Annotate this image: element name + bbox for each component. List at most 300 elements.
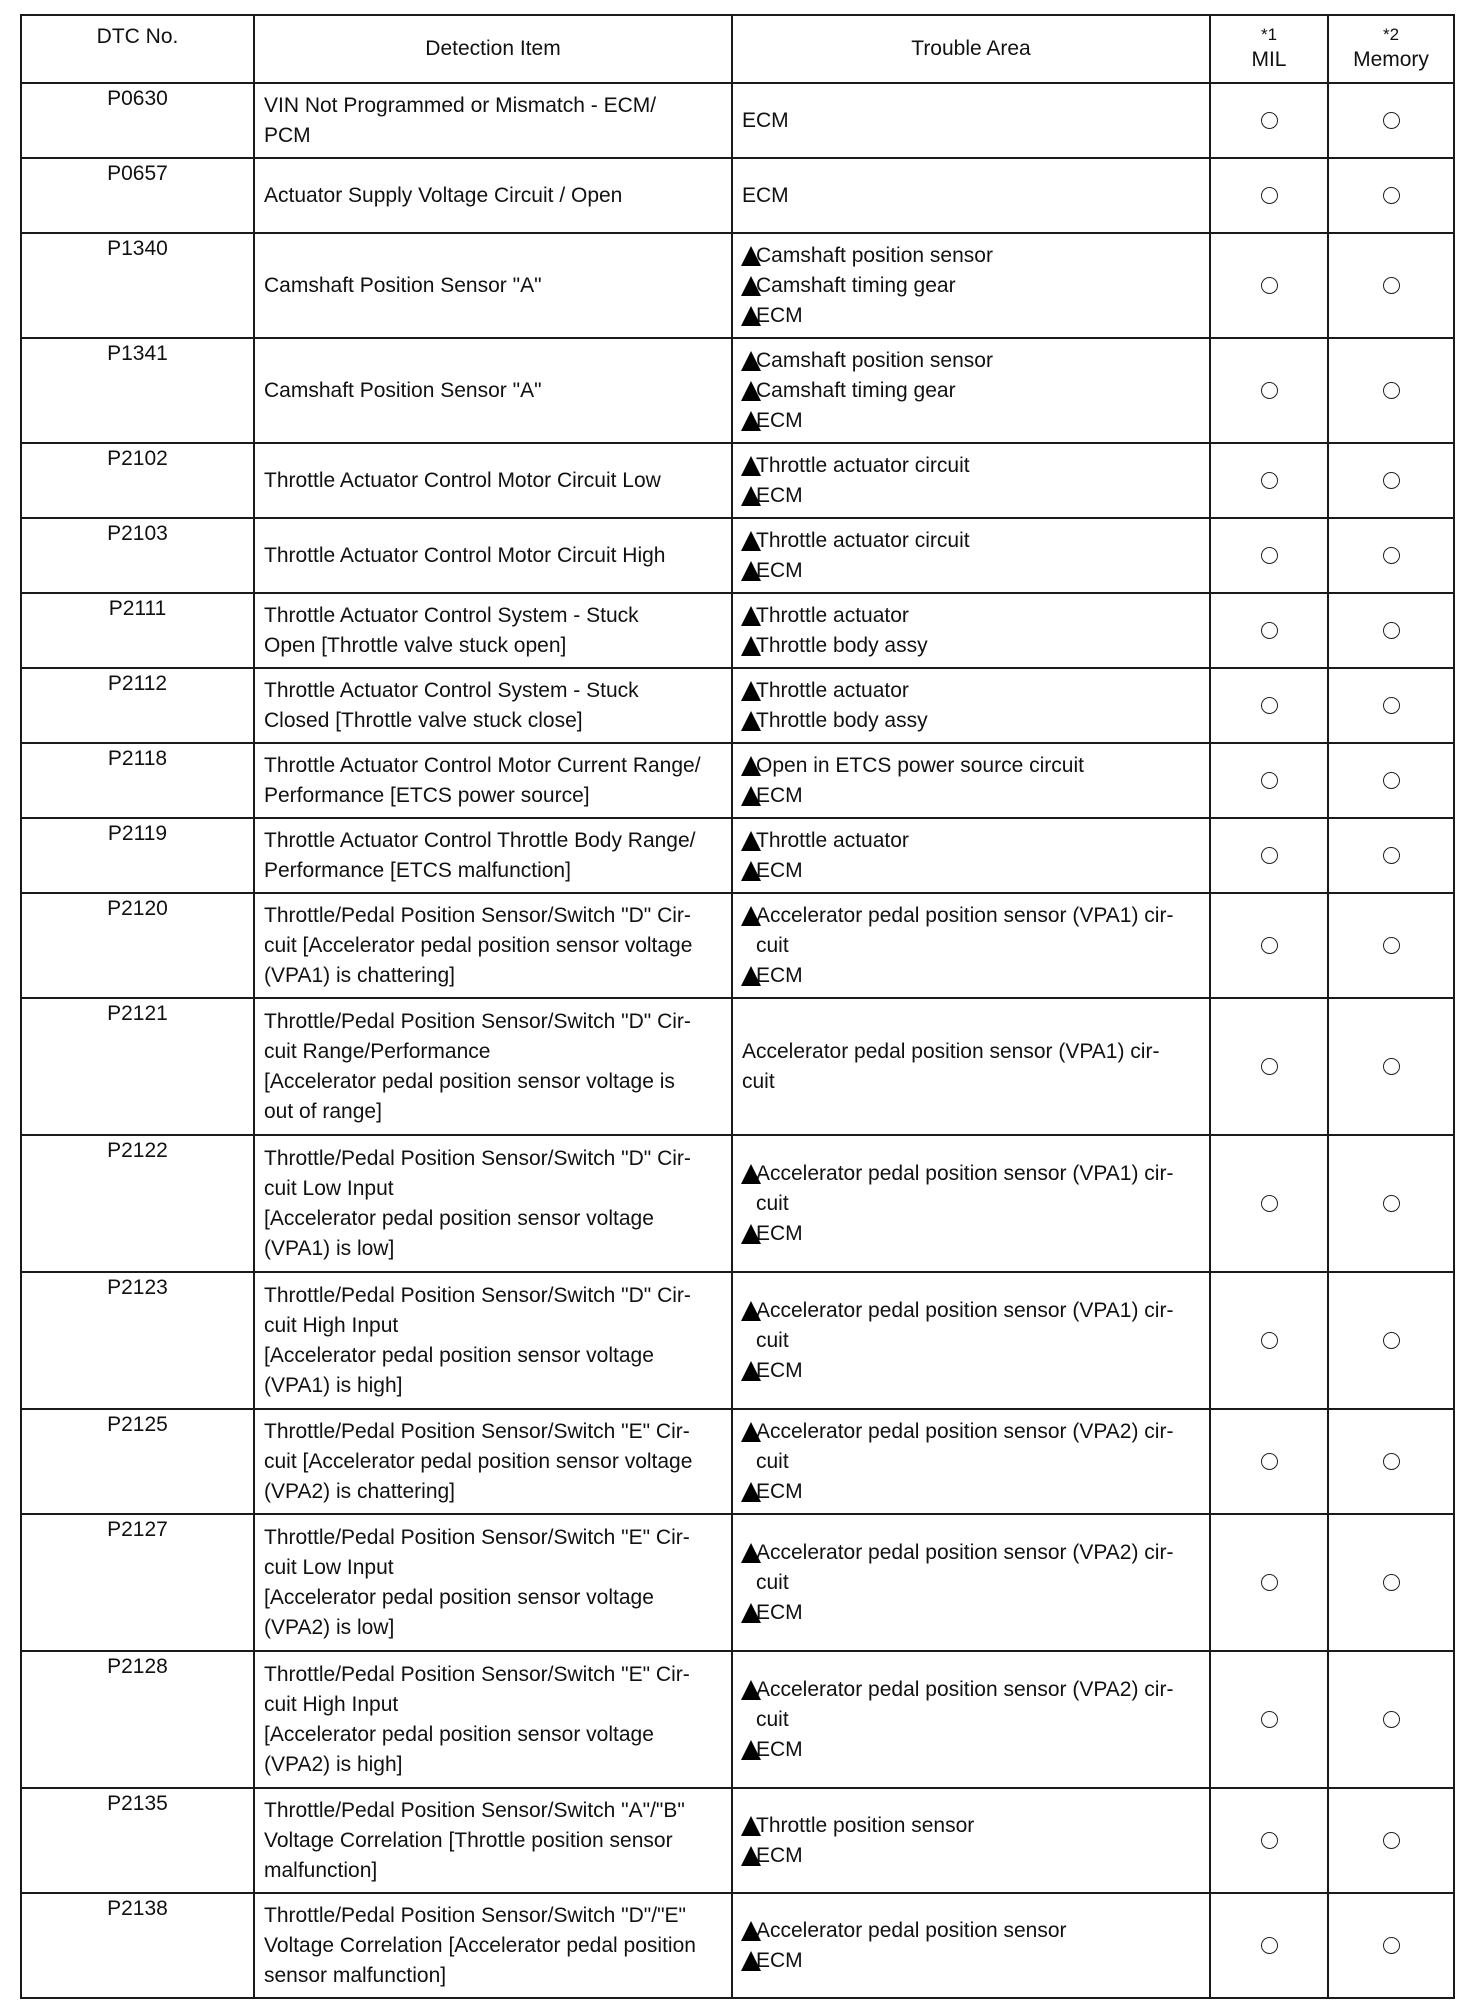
trouble-area-text: ECM <box>756 1600 803 1624</box>
trouble-area-text: ECM <box>756 1843 803 1867</box>
mil-cell <box>1210 893 1328 998</box>
mil-on-circle-icon <box>1261 112 1278 129</box>
header-mil-note: *1 <box>1260 25 1278 44</box>
dtc-table-body <box>21 83 1454 1998</box>
trouble-area-text: ECM <box>756 483 803 507</box>
table-row <box>21 1514 1454 1651</box>
mil-on-circle-icon <box>1261 382 1278 399</box>
trouble-area-text: Camshaft timing gear <box>756 273 956 297</box>
trouble-area-bullet-item <box>742 301 1200 331</box>
trouble-area-text: Accelerator pedal position sensor (VPA2) cir- cuit <box>756 1419 1174 1473</box>
memory-cell <box>1328 893 1454 998</box>
detection-item-cell <box>254 518 732 593</box>
trouble-area-text: Throttle actuator circuit <box>756 528 970 552</box>
dtc-code-cell <box>21 893 254 998</box>
triangle-bullet-icon <box>741 831 761 851</box>
header-mil <box>1210 15 1328 83</box>
table-row <box>21 998 1454 1135</box>
trouble-area-text: Accelerator pedal position sensor (VPA1) cir- cuit <box>756 1298 1174 1352</box>
memory-cell <box>1328 1651 1454 1788</box>
mil-cell <box>1210 518 1328 593</box>
detection-item-cell <box>254 1893 732 1998</box>
triangle-bullet-icon <box>741 681 761 701</box>
dtc-code: P2127 <box>107 1518 168 1541</box>
triangle-bullet-icon <box>741 1740 761 1760</box>
trouble-area-bullet-item <box>742 1916 1200 1946</box>
dtc-code: P2112 <box>107 672 168 695</box>
trouble-area-text: ECM <box>756 558 803 582</box>
triangle-bullet-icon <box>741 1164 761 1184</box>
table-row <box>21 1135 1454 1272</box>
table-row <box>21 743 1454 818</box>
mil-cell <box>1210 1514 1328 1651</box>
trouble-area-text: Camshaft timing gear <box>756 378 956 402</box>
header-trouble-area <box>732 15 1210 83</box>
header-dtc-label: DTC No. <box>96 25 179 48</box>
trouble-area-bullet-item <box>742 781 1200 811</box>
trouble-area-text: ECM <box>742 108 789 132</box>
detection-item-text: Throttle/Pedal Position Sensor/Switch "D" Cir- cuit Low Input [Accelerator pedal position sensor voltage (VPA1) is low] <box>264 1146 691 1260</box>
trouble-area-cell <box>732 1893 1210 1998</box>
dtc-table <box>20 14 1455 1999</box>
dtc-code: P2111 <box>108 597 167 620</box>
detection-item-cell <box>254 1788 732 1893</box>
detection-item-cell <box>254 998 732 1135</box>
header-detection-item <box>254 15 732 83</box>
header-trouble-label: Trouble Area <box>911 37 1031 60</box>
triangle-bullet-icon <box>741 786 761 806</box>
header-memory-note: *2 <box>1382 25 1400 44</box>
mil-on-circle-icon <box>1261 937 1278 954</box>
triangle-bullet-icon <box>741 1846 761 1866</box>
detection-item-text: Throttle/Pedal Position Sensor/Switch "D" Cir- cuit [Accelerator pedal position sensor voltage (VPA1) is chattering] <box>264 903 693 987</box>
trouble-area-text: ECM <box>756 303 803 327</box>
memory-cell <box>1328 668 1454 743</box>
mil-on-circle-icon <box>1261 1574 1278 1591</box>
triangle-bullet-icon <box>741 486 761 506</box>
triangle-bullet-icon <box>741 1680 761 1700</box>
triangle-bullet-icon <box>741 1951 761 1971</box>
trouble-area-bullet-item <box>742 1296 1200 1356</box>
triangle-bullet-icon <box>741 351 761 371</box>
trouble-area-text: ECM <box>756 1737 803 1761</box>
mil-on-circle-icon <box>1261 697 1278 714</box>
detection-item-cell <box>254 593 732 668</box>
mil-cell <box>1210 1272 1328 1409</box>
trouble-area-text: ECM <box>756 1479 803 1503</box>
detection-item-cell <box>254 1514 732 1651</box>
triangle-bullet-icon <box>741 861 761 881</box>
mil-cell <box>1210 158 1328 233</box>
mil-cell <box>1210 1893 1328 1998</box>
memory-cell <box>1328 1409 1454 1514</box>
mil-cell <box>1210 443 1328 518</box>
mil-cell <box>1210 338 1328 443</box>
memory-cell <box>1328 1514 1454 1651</box>
trouble-area-bullet-item <box>742 451 1200 481</box>
mil-on-circle-icon <box>1261 1332 1278 1349</box>
memory-cell <box>1328 1272 1454 1409</box>
trouble-area-text: ECM <box>756 963 803 987</box>
dtc-code-cell <box>21 1514 254 1651</box>
trouble-area-bullet-item <box>742 601 1200 631</box>
trouble-area-cell <box>732 1514 1210 1651</box>
detection-item-text: Throttle/Pedal Position Sensor/Switch "D"/"E" Voltage Correlation [Accelerator pedal position sensor malfunction] <box>264 1903 696 1987</box>
table-row <box>21 233 1454 338</box>
trouble-area-cell <box>732 893 1210 998</box>
trouble-area-bullet-item <box>742 1946 1200 1976</box>
memory-stored-circle-icon <box>1383 847 1400 864</box>
table-row <box>21 1788 1454 1893</box>
memory-cell <box>1328 743 1454 818</box>
trouble-area-bullet-item <box>742 901 1200 961</box>
dtc-code-cell <box>21 338 254 443</box>
trouble-area-cell <box>732 998 1210 1135</box>
memory-stored-circle-icon <box>1383 937 1400 954</box>
detection-item-text: Throttle/Pedal Position Sensor/Switch "A"/"B" Voltage Correlation [Throttle position sensor malfunction] <box>264 1798 685 1882</box>
memory-stored-circle-icon <box>1383 622 1400 639</box>
header-row <box>21 15 1454 83</box>
mil-cell <box>1210 233 1328 338</box>
header-memory <box>1328 15 1454 83</box>
detection-item-cell <box>254 233 732 338</box>
memory-stored-circle-icon <box>1383 772 1400 789</box>
dtc-code-cell <box>21 593 254 668</box>
trouble-area-bullet-item <box>742 1598 1200 1628</box>
triangle-bullet-icon <box>741 1921 761 1941</box>
trouble-area-bullet-item <box>742 1735 1200 1765</box>
table-row <box>21 668 1454 743</box>
trouble-area-cell <box>732 1788 1210 1893</box>
mil-cell <box>1210 818 1328 893</box>
dtc-code: P2121 <box>107 1002 168 1025</box>
trouble-area-cell <box>732 1135 1210 1272</box>
detection-item-text: Camshaft Position Sensor "A" <box>264 273 542 297</box>
memory-cell <box>1328 1893 1454 1998</box>
mil-cell <box>1210 1651 1328 1788</box>
detection-item-text: Throttle Actuator Control Motor Circuit High <box>264 543 666 567</box>
dtc-code-cell <box>21 1135 254 1272</box>
mil-on-circle-icon <box>1261 1832 1278 1849</box>
trouble-area-bullet-item <box>742 406 1200 436</box>
triangle-bullet-icon <box>741 711 761 731</box>
detection-item-cell <box>254 443 732 518</box>
trouble-area-text: Throttle actuator <box>756 603 909 627</box>
memory-cell <box>1328 233 1454 338</box>
memory-stored-circle-icon <box>1383 277 1400 294</box>
mil-cell <box>1210 1135 1328 1272</box>
dtc-code-cell <box>21 1272 254 1409</box>
memory-stored-circle-icon <box>1383 1937 1400 1954</box>
triangle-bullet-icon <box>741 1603 761 1623</box>
triangle-bullet-icon <box>741 1361 761 1381</box>
memory-stored-circle-icon <box>1383 1711 1400 1728</box>
trouble-area-text: ECM <box>756 858 803 882</box>
mil-cell <box>1210 83 1328 158</box>
triangle-bullet-icon <box>741 306 761 326</box>
dtc-code: P1340 <box>107 237 168 260</box>
trouble-area-text: Accelerator pedal position sensor (VPA1) cir- cuit <box>756 903 1174 957</box>
dtc-code-cell <box>21 233 254 338</box>
trouble-area-cell <box>732 338 1210 443</box>
mil-on-circle-icon <box>1261 847 1278 864</box>
memory-cell <box>1328 1135 1454 1272</box>
triangle-bullet-icon <box>741 1482 761 1502</box>
detection-item-cell <box>254 818 732 893</box>
detection-item-cell <box>254 83 732 158</box>
detection-item-cell <box>254 338 732 443</box>
trouble-area-cell <box>732 83 1210 158</box>
detection-item-text: Throttle/Pedal Position Sensor/Switch "E" Cir- cuit Low Input [Accelerator pedal position sensor voltage (VPA2) is low] <box>264 1525 690 1639</box>
triangle-bullet-icon <box>741 276 761 296</box>
detection-item-text: Throttle/Pedal Position Sensor/Switch "E" Cir- cuit [Accelerator pedal position sensor voltage (VPA2) is chattering] <box>264 1419 693 1503</box>
trouble-area-cell <box>732 743 1210 818</box>
trouble-area-cell <box>732 1272 1210 1409</box>
memory-cell <box>1328 158 1454 233</box>
trouble-area-bullet-item <box>742 481 1200 511</box>
table-row <box>21 593 1454 668</box>
dtc-code: P2135 <box>107 1792 168 1815</box>
detection-item-text: Throttle/Pedal Position Sensor/Switch "D" Cir- cuit Range/Performance [Accelerator pedal position sensor voltage is out of range] <box>264 1009 691 1123</box>
memory-stored-circle-icon <box>1383 1058 1400 1075</box>
memory-cell <box>1328 998 1454 1135</box>
trouble-area-item <box>742 106 1200 136</box>
trouble-area-cell <box>732 1409 1210 1514</box>
trouble-area-cell <box>732 818 1210 893</box>
trouble-area-text: Throttle body assy <box>756 708 928 732</box>
detection-item-text: VIN Not Programmed or Mismatch - ECM/ PCM <box>264 93 657 147</box>
detection-item-text: Throttle/Pedal Position Sensor/Switch "D" Cir- cuit High Input [Accelerator pedal position sensor voltage (VPA1) is high] <box>264 1283 691 1397</box>
mil-cell <box>1210 593 1328 668</box>
dtc-code-cell <box>21 443 254 518</box>
trouble-area-bullet-item <box>742 526 1200 556</box>
trouble-area-text: ECM <box>756 1358 803 1382</box>
detection-item-text: Throttle Actuator Control Throttle Body Range/ Performance [ETCS malfunction] <box>264 828 696 882</box>
trouble-area-bullet-item <box>742 556 1200 586</box>
dtc-code: P2102 <box>107 447 168 470</box>
dtc-code: P1341 <box>107 342 168 365</box>
trouble-area-text: ECM <box>756 1948 803 1972</box>
trouble-area-bullet-item <box>742 751 1200 781</box>
triangle-bullet-icon <box>741 966 761 986</box>
trouble-area-text: Accelerator pedal position sensor (VPA2) cir- cuit <box>756 1540 1174 1594</box>
trouble-area-bullet-item <box>742 856 1200 886</box>
triangle-bullet-icon <box>741 381 761 401</box>
table-row <box>21 518 1454 593</box>
trouble-area-text: Throttle actuator <box>756 678 909 702</box>
triangle-bullet-icon <box>741 1422 761 1442</box>
memory-cell <box>1328 338 1454 443</box>
trouble-area-bullet-item <box>742 676 1200 706</box>
memory-stored-circle-icon <box>1383 187 1400 204</box>
trouble-area-text: Throttle position sensor <box>756 1813 975 1837</box>
mil-on-circle-icon <box>1261 622 1278 639</box>
triangle-bullet-icon <box>741 756 761 776</box>
detection-item-cell <box>254 1272 732 1409</box>
dtc-code-cell <box>21 743 254 818</box>
detection-item-cell <box>254 893 732 998</box>
detection-item-cell <box>254 1135 732 1272</box>
memory-stored-circle-icon <box>1383 1574 1400 1591</box>
triangle-bullet-icon <box>741 1816 761 1836</box>
trouble-area-bullet-item <box>742 961 1200 991</box>
table-row <box>21 83 1454 158</box>
trouble-area-text: ECM <box>756 1221 803 1245</box>
mil-cell <box>1210 1409 1328 1514</box>
detection-item-cell <box>254 158 732 233</box>
trouble-area-bullet-item <box>742 1675 1200 1735</box>
memory-stored-circle-icon <box>1383 1332 1400 1349</box>
trouble-area-bullet-item <box>742 1356 1200 1386</box>
trouble-area-text: Throttle actuator <box>756 828 909 852</box>
detection-item-cell <box>254 1409 732 1514</box>
memory-stored-circle-icon <box>1383 112 1400 129</box>
trouble-area-text: Accelerator pedal position sensor (VPA1) cir- cuit <box>742 1039 1160 1093</box>
dtc-code: P2122 <box>107 1139 168 1162</box>
triangle-bullet-icon <box>741 1543 761 1563</box>
triangle-bullet-icon <box>741 561 761 581</box>
dtc-code-cell <box>21 158 254 233</box>
trouble-area-cell <box>732 443 1210 518</box>
table-row <box>21 1651 1454 1788</box>
mil-on-circle-icon <box>1261 277 1278 294</box>
dtc-code: P0630 <box>107 87 168 110</box>
trouble-area-cell <box>732 668 1210 743</box>
mil-on-circle-icon <box>1261 1453 1278 1470</box>
dtc-code: P2138 <box>107 1897 168 1920</box>
trouble-area-item <box>742 181 1200 211</box>
dtc-code: P2118 <box>107 747 168 770</box>
trouble-area-text: ECM <box>756 408 803 432</box>
memory-stored-circle-icon <box>1383 1453 1400 1470</box>
triangle-bullet-icon <box>741 606 761 626</box>
triangle-bullet-icon <box>741 1224 761 1244</box>
trouble-area-bullet-item <box>742 271 1200 301</box>
table-row <box>21 1272 1454 1409</box>
trouble-area-bullet-item <box>742 706 1200 736</box>
detection-item-cell <box>254 743 732 818</box>
detection-item-text: Throttle Actuator Control System - Stuck Open [Throttle valve stuck open] <box>264 603 639 657</box>
trouble-area-text: Accelerator pedal position sensor (VPA1) cir- cuit <box>756 1161 1174 1215</box>
trouble-area-text: ECM <box>756 783 803 807</box>
trouble-area-bullet-item <box>742 376 1200 406</box>
memory-cell <box>1328 518 1454 593</box>
dtc-code: P2103 <box>107 522 168 545</box>
dtc-code: P2128 <box>107 1655 168 1678</box>
header-memory-label: Memory <box>1353 48 1429 71</box>
trouble-area-item <box>742 1037 1200 1097</box>
header-detection-label: Detection Item <box>425 37 561 60</box>
trouble-area-text: Accelerator pedal position sensor <box>756 1918 1067 1942</box>
trouble-area-text: Open in ETCS power source circuit <box>756 753 1084 777</box>
trouble-area-bullet-item <box>742 826 1200 856</box>
dtc-code-cell <box>21 1651 254 1788</box>
dtc-code: P0657 <box>107 162 168 185</box>
trouble-area-bullet-item <box>742 241 1200 271</box>
dtc-code: P2119 <box>107 822 168 845</box>
trouble-area-cell <box>732 593 1210 668</box>
mil-cell <box>1210 743 1328 818</box>
trouble-area-bullet-item <box>742 1841 1200 1871</box>
triangle-bullet-icon <box>741 636 761 656</box>
triangle-bullet-icon <box>741 531 761 551</box>
dtc-code-cell <box>21 668 254 743</box>
triangle-bullet-icon <box>741 456 761 476</box>
trouble-area-bullet-item <box>742 1417 1200 1477</box>
trouble-area-cell <box>732 233 1210 338</box>
trouble-area-cell <box>732 158 1210 233</box>
detection-item-text: Throttle/Pedal Position Sensor/Switch "E" Cir- cuit High Input [Accelerator pedal position sensor voltage (VPA2) is high] <box>264 1662 690 1776</box>
table-row <box>21 1409 1454 1514</box>
detection-item-text: Throttle Actuator Control Motor Current Range/ Performance [ETCS power source] <box>264 753 701 807</box>
table-row <box>21 443 1454 518</box>
dtc-code-cell <box>21 1409 254 1514</box>
dtc-code: P2120 <box>107 897 168 920</box>
mil-cell <box>1210 998 1328 1135</box>
table-row <box>21 338 1454 443</box>
dtc-code: P2125 <box>107 1413 168 1436</box>
mil-cell <box>1210 1788 1328 1893</box>
detection-item-text: Actuator Supply Voltage Circuit / Open <box>264 183 623 207</box>
trouble-area-text: Throttle actuator circuit <box>756 453 970 477</box>
table-row <box>21 893 1454 998</box>
detection-item-cell <box>254 668 732 743</box>
mil-on-circle-icon <box>1261 472 1278 489</box>
header-mil-label: MIL <box>1251 48 1287 71</box>
dtc-code-cell <box>21 998 254 1135</box>
detection-item-text: Throttle Actuator Control Motor Circuit Low <box>264 468 661 492</box>
trouble-area-text: ECM <box>742 183 789 207</box>
trouble-area-bullet-item <box>742 346 1200 376</box>
memory-cell <box>1328 1788 1454 1893</box>
dtc-code-cell <box>21 1893 254 1998</box>
memory-stored-circle-icon <box>1383 547 1400 564</box>
trouble-area-bullet-item <box>742 1811 1200 1841</box>
triangle-bullet-icon <box>741 906 761 926</box>
mil-on-circle-icon <box>1261 187 1278 204</box>
dtc-code: P2123 <box>107 1276 168 1299</box>
mil-on-circle-icon <box>1261 1195 1278 1212</box>
trouble-area-bullet-item <box>742 1477 1200 1507</box>
mil-cell <box>1210 668 1328 743</box>
memory-stored-circle-icon <box>1383 1195 1400 1212</box>
memory-stored-circle-icon <box>1383 1832 1400 1849</box>
memory-stored-circle-icon <box>1383 472 1400 489</box>
memory-cell <box>1328 443 1454 518</box>
table-row <box>21 818 1454 893</box>
trouble-area-cell <box>732 1651 1210 1788</box>
detection-item-text: Camshaft Position Sensor "A" <box>264 378 542 402</box>
table-row <box>21 1893 1454 1998</box>
trouble-area-text: Accelerator pedal position sensor (VPA2) cir- cuit <box>756 1677 1174 1731</box>
triangle-bullet-icon <box>741 246 761 266</box>
table-row <box>21 158 1454 233</box>
trouble-area-bullet-item <box>742 1538 1200 1598</box>
detection-item-cell <box>254 1651 732 1788</box>
triangle-bullet-icon <box>741 411 761 431</box>
memory-cell <box>1328 818 1454 893</box>
trouble-area-text: Camshaft position sensor <box>756 348 993 372</box>
mil-on-circle-icon <box>1261 1711 1278 1728</box>
trouble-area-cell <box>732 518 1210 593</box>
memory-cell <box>1328 83 1454 158</box>
mil-on-circle-icon <box>1261 772 1278 789</box>
trouble-area-bullet-item <box>742 1219 1200 1249</box>
dtc-code-cell <box>21 518 254 593</box>
memory-cell <box>1328 593 1454 668</box>
mil-on-circle-icon <box>1261 1937 1278 1954</box>
memory-stored-circle-icon <box>1383 697 1400 714</box>
